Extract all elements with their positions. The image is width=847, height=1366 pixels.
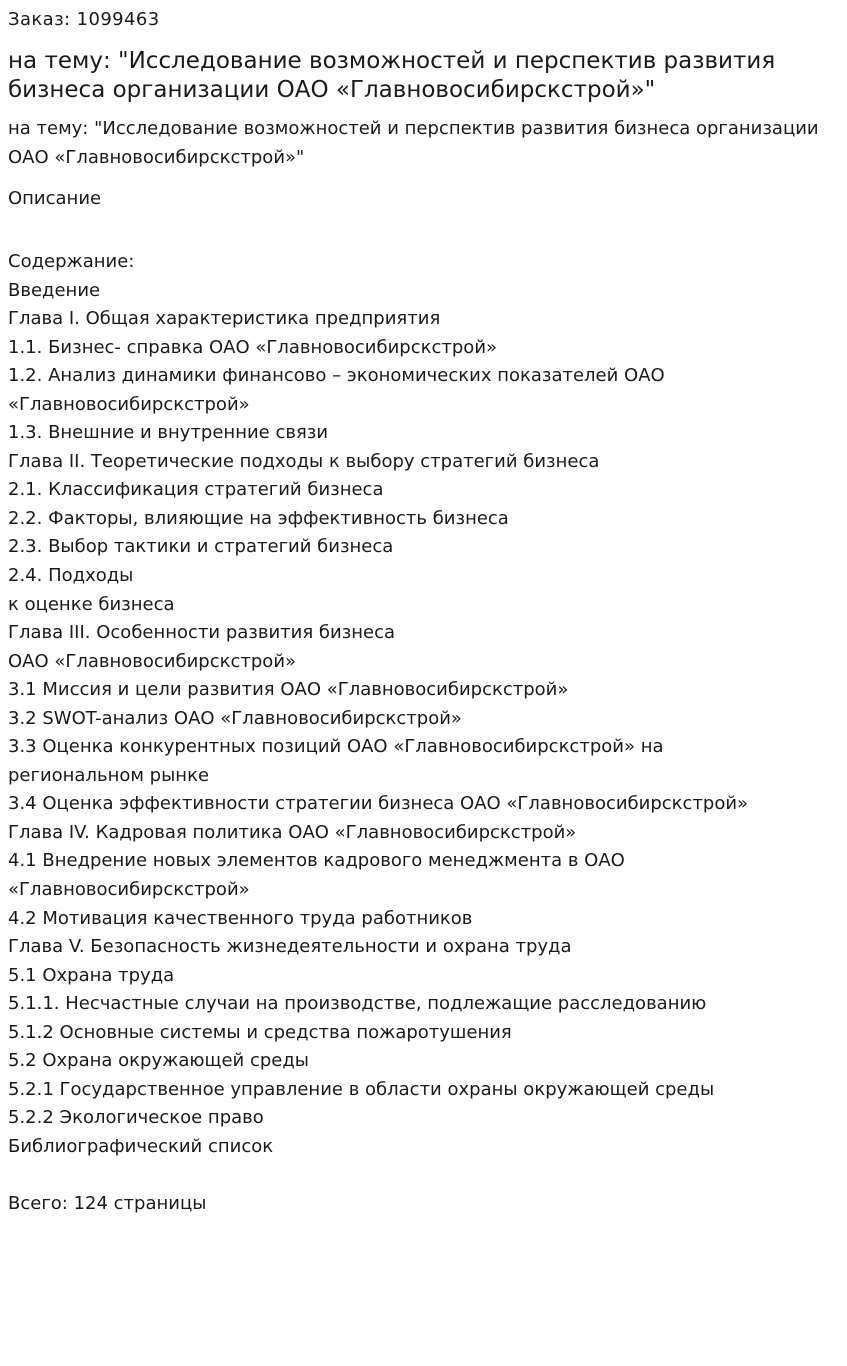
contents-heading: Содержание:	[8, 251, 135, 272]
contents-line: к оценке бизнеса	[8, 593, 175, 615]
contents-line: Глава III. Особенности развития бизнеса	[8, 622, 396, 644]
description-heading: Описание	[8, 188, 102, 209]
page-title: на тему: "Исследование возможностей и перспектив развития бизнеса организации ОАО «Главновосибирскстрой»"	[8, 48, 776, 103]
contents-line: «Главновосибирскстрой»	[8, 879, 250, 901]
contents-line: 3.3 Оценка конкурентных позиций ОАО «Главновосибирскстрой» на	[8, 736, 664, 758]
contents-line: 2.3. Выбор тактики и стратегий бизнеса	[8, 536, 394, 558]
contents-line: 5.2.2 Экологическое право	[8, 1107, 264, 1129]
table-of-contents	[8, 248, 838, 1219]
contents-line: Библиографический список	[8, 1135, 274, 1157]
contents-line: 2.2. Факторы, влияющие на эффективность бизнеса	[8, 507, 509, 529]
page-subtitle: на тему: "Исследование возможностей и перспектив развития бизнеса организации ОАО «Главновосибирскстрой»"	[8, 118, 819, 168]
contents-line: 5.2.1 Государственное управление в области охраны окружающей среды	[8, 1078, 715, 1100]
page-total: Всего: 124 страницы	[8, 1193, 207, 1215]
order-number: Заказ: 1099463	[8, 9, 160, 30]
contents-line: 3.4 Оценка эффективности стратегии бизнеса ОАО «Главновосибирскстрой»	[8, 793, 749, 815]
contents-line: 4.1 Внедрение новых элементов кадрового менеджмента в ОАО	[8, 850, 625, 872]
contents-line: 3.2 SWOT-анализ ОАО «Главновосибирскстрой»	[8, 707, 462, 729]
contents-line: 5.1.2 Основные системы и средства пожаротушения	[8, 1021, 512, 1043]
contents-line: 1.3. Внешние и внутренние связи	[8, 422, 329, 444]
contents-line: региональном рынке	[8, 764, 210, 786]
contents-line: «Главновосибирскстрой»	[8, 393, 250, 415]
contents-line: ОАО «Главновосибирскстрой»	[8, 650, 297, 672]
contents-line: 2.4. Подходы	[8, 565, 134, 587]
contents-line: Глава I. Общая характеристика предприятия	[8, 308, 441, 330]
contents-line: 5.1.1. Несчастные случаи на производстве, подлежащие расследованию	[8, 993, 707, 1015]
contents-line: 2.1. Классификация стратегий бизнеса	[8, 479, 384, 501]
contents-line: 1.2. Анализ динамики финансово – экономических показателей ОАО	[8, 365, 665, 387]
contents-line: 3.1 Миссия и цели развития ОАО «Главновосибирскстрой»	[8, 679, 569, 701]
blank-line	[8, 1162, 838, 1191]
contents-line: Глава V. Безопасность жизнедеятельности и охрана труда	[8, 936, 572, 958]
contents-line: Глава II. Теоретические подходы к выбору стратегий бизнеса	[8, 450, 600, 472]
contents-line: 5.1 Охрана труда	[8, 964, 175, 986]
contents-line: Глава IV. Кадровая политика ОАО «Главновосибирскстрой»	[8, 821, 577, 843]
contents-line: Введение	[8, 279, 101, 301]
contents-line: 4.2 Мотивация качественного труда работников	[8, 907, 473, 929]
contents-line: 1.1. Бизнес- справка ОАО «Главновосибирскстрой»	[8, 336, 498, 358]
contents-line: 5.2 Охрана окружающей среды	[8, 1050, 310, 1072]
